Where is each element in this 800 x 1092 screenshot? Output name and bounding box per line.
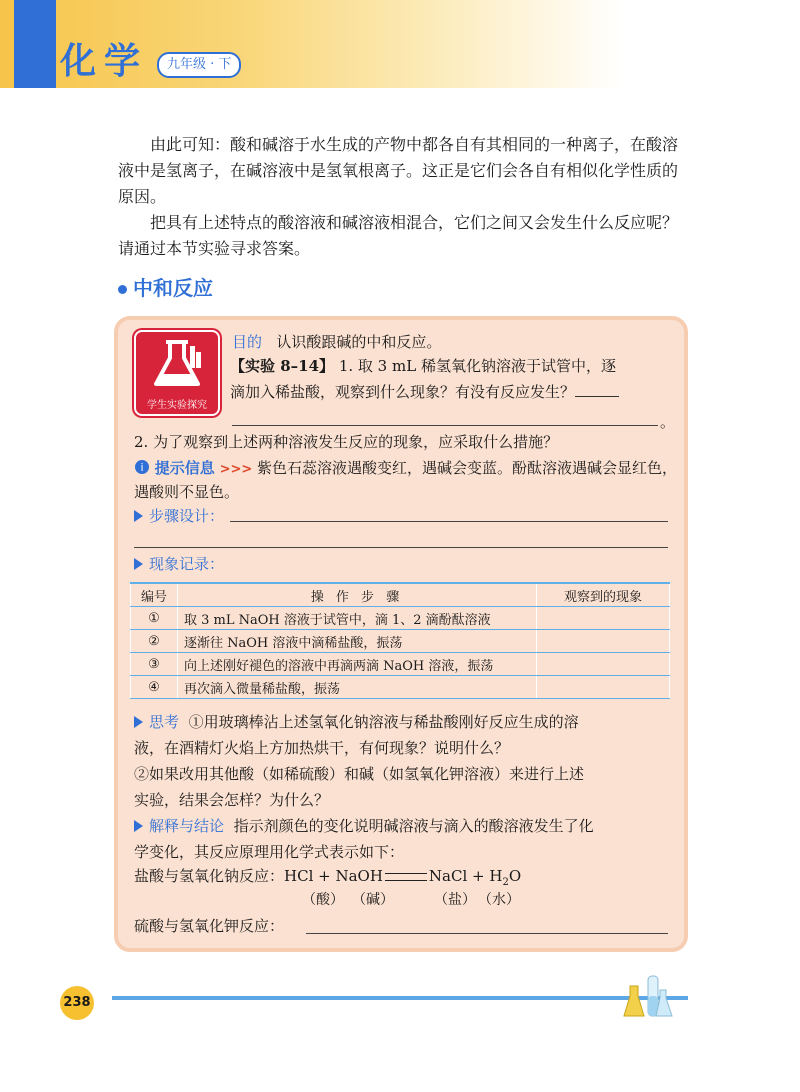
eq1-end: O	[508, 867, 522, 885]
experiment-line-2	[230, 380, 619, 404]
flasks-icon	[622, 972, 678, 1022]
svg-text:i: i	[140, 461, 144, 474]
think-line1: ①用玻璃棒沾上述氢氧化钠溶液与稀盐酸刚好反应生成的溶	[188, 713, 579, 731]
think-line2: 液，在酒精灯火焰上方加热烘干，有何现象？说明什么？	[134, 739, 510, 757]
experiment-tag: 【实验 8–14】	[230, 357, 335, 375]
triangle-icon	[134, 510, 143, 522]
triangle-icon	[134, 820, 143, 832]
answer-line-1[interactable]	[232, 425, 658, 426]
row-step: 向上述刚好褪色的溶液中再滴两滴 NaOH 溶液，振荡	[178, 653, 537, 676]
info-icon	[134, 459, 150, 475]
note-base: （碱）	[352, 892, 394, 908]
hint-label: 提示信息	[154, 459, 215, 477]
grade-badge: 九年级 · 下	[157, 52, 241, 78]
row-obs[interactable]	[537, 653, 670, 676]
record-label: 现象记录：	[149, 555, 225, 573]
table-row	[131, 607, 670, 630]
hint-row	[134, 456, 677, 482]
section-heading-text: 中和反应	[133, 276, 213, 300]
row-obs[interactable]	[537, 607, 670, 630]
observation-table	[130, 582, 670, 699]
record-row	[134, 552, 224, 576]
header-blue-tab	[14, 0, 56, 88]
intro-paragraph-2: 把具有上述特点的酸溶液和碱溶液相混合，它们之间又会发生什么反应呢？请通过本节实验寻求答案。	[118, 213, 679, 258]
conclusion-line2: 学变化，其反应原理用化学式表示如下：	[134, 843, 405, 861]
row-no: ③	[131, 653, 178, 676]
equation-2-blank[interactable]	[306, 933, 668, 934]
purpose-row	[232, 330, 441, 354]
step1-line2: 滴加入稀盐酸，观察到什么现象？有没有反应发生？	[230, 383, 576, 401]
row-step: 取 3 mL NaOH 溶液于试管中，滴 1、2 滴酚酞溶液	[178, 607, 537, 630]
step1-line1: 1. 取 3 mL 稀氢氧化钠溶液于试管中，逐	[338, 357, 616, 375]
intro-paragraph-1: 由此可知：酸和碱溶于水生成的产物中都各自有其相同的一种离子，在酸溶液中是氢离子，在碱溶液中是氢氧根离子。这正是它们会各自有相似化学性质的原因。	[118, 135, 679, 206]
think-row-1	[134, 710, 579, 734]
table-row	[131, 630, 670, 653]
row-no: ①	[131, 607, 178, 630]
eq1-right: NaCl + H	[428, 867, 503, 885]
subject-title: 化学	[60, 41, 149, 82]
note-salt: （盐）	[434, 892, 476, 908]
think-line4: 实验，结果会怎样？为什么？	[134, 791, 330, 809]
equals-sign-icon	[385, 873, 427, 881]
design-line-1[interactable]	[230, 521, 668, 522]
table-header-row	[131, 583, 670, 607]
conclusion-label: 解释与结论	[149, 817, 225, 835]
eq1-left: HCl + NaOH	[284, 867, 383, 885]
header-no: 编号	[131, 583, 178, 607]
note-acid: （酸）	[302, 892, 344, 908]
design-label: 步骤设计：	[149, 507, 225, 525]
page-number: 238	[60, 986, 94, 1020]
step2-text: 2. 为了观察到上述两种溶液发生反应的现象，应采取什么措施？	[134, 433, 559, 451]
hint-line2: 遇酸则不显色。	[134, 483, 240, 501]
end-period: 。	[660, 413, 676, 431]
section-heading	[118, 272, 213, 301]
triangle-icon	[134, 558, 143, 570]
conclusion-row-1	[134, 814, 594, 838]
row-obs[interactable]	[537, 630, 670, 653]
table-row	[131, 676, 670, 699]
row-no: ②	[131, 630, 178, 653]
flask-icon	[150, 338, 204, 392]
header-obs: 观察到的现象	[537, 583, 670, 607]
purpose-text: 认识酸跟碱的中和反应。	[276, 333, 442, 351]
eq1-label: 盐酸与氢氧化钠反应：	[134, 867, 285, 885]
student-experiment-badge	[134, 330, 220, 416]
conclusion-line1: 指示剂颜色的变化说明碱溶液与滴入的酸溶液发生了化	[233, 817, 594, 835]
badge-label: 学生实验探究	[147, 400, 207, 411]
row-obs[interactable]	[537, 676, 670, 699]
row-no: ④	[131, 676, 178, 699]
table-row	[131, 653, 670, 676]
eq1-sub: 2	[502, 877, 509, 888]
design-row	[134, 504, 224, 528]
think-label: 思考	[149, 713, 180, 731]
purpose-label: 目的	[232, 333, 263, 351]
row-step: 逐渐往 NaOH 溶液中滴稀盐酸，振荡	[178, 630, 537, 653]
header-step: 操 作 步 骤	[178, 583, 537, 607]
footer-rule	[112, 996, 688, 1000]
answer-blank-1[interactable]	[575, 380, 619, 397]
think-line3: ②如果改用其他酸（如稀硫酸）和碱（如氢氧化钾溶液）来进行上述	[134, 765, 585, 783]
equation-2-label: 硫酸与氢氧化钾反应：	[134, 917, 285, 935]
row-step: 再次滴入微量稀盐酸，振荡	[178, 676, 537, 699]
experiment-line-1	[230, 354, 616, 378]
bullet-icon	[118, 285, 127, 294]
hint-arrows: >>>	[219, 462, 253, 477]
note-water: （水）	[478, 892, 520, 908]
design-line-2[interactable]	[134, 547, 668, 548]
triangle-icon	[134, 716, 143, 728]
hint-line1: 紫色石蕊溶液遇酸变红，遇碱会变蓝。酚酞溶液遇碱会显红色，	[257, 459, 678, 477]
